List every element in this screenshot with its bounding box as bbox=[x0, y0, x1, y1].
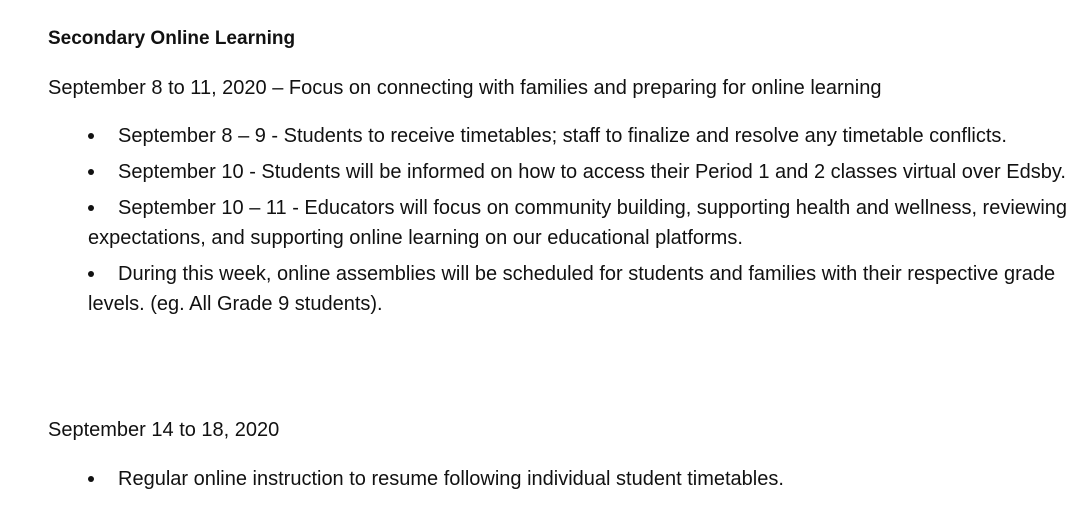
bullet-list-week-1 bbox=[88, 121, 1068, 319]
document-heading: Secondary Online Learning bbox=[48, 28, 296, 49]
list-item-text: During this week, online assemblies will be scheduled for students and families with their respective grade levels. (eg. All Grade 9 students). bbox=[88, 263, 1056, 315]
list-item bbox=[88, 464, 1068, 494]
section-title-week-1: September 8 to 11, 2020 – Focus on connecting with families and preparing for online learning bbox=[48, 77, 882, 99]
list-item-text: September 8 – 9 - Students to receive timetables; staff to finalize and resolve any timetable conflicts. bbox=[118, 125, 1007, 147]
list-item bbox=[88, 121, 1068, 151]
bullet-list-week-2 bbox=[88, 464, 1068, 494]
list-item bbox=[88, 259, 1068, 319]
list-item bbox=[88, 193, 1068, 253]
list-item-text: September 10 - Students will be informed on how to access their Period 1 and 2 classes virtual over Edsby. bbox=[118, 161, 1066, 183]
bullet-icon bbox=[88, 476, 94, 482]
list-item bbox=[88, 157, 1068, 187]
bullet-icon bbox=[88, 205, 94, 211]
bullet-icon bbox=[88, 133, 94, 139]
list-item-text: Regular online instruction to resume following individual student timetables. bbox=[118, 468, 784, 490]
bullet-icon bbox=[88, 271, 94, 277]
section-title-week-2: September 14 to 18, 2020 bbox=[48, 419, 280, 441]
bullet-icon bbox=[88, 169, 94, 175]
list-item-text: September 10 – 11 - Educators will focus on community building, supporting health and wellness, reviewing expectations, and supporting online learning on our educational platforms. bbox=[88, 197, 1068, 249]
